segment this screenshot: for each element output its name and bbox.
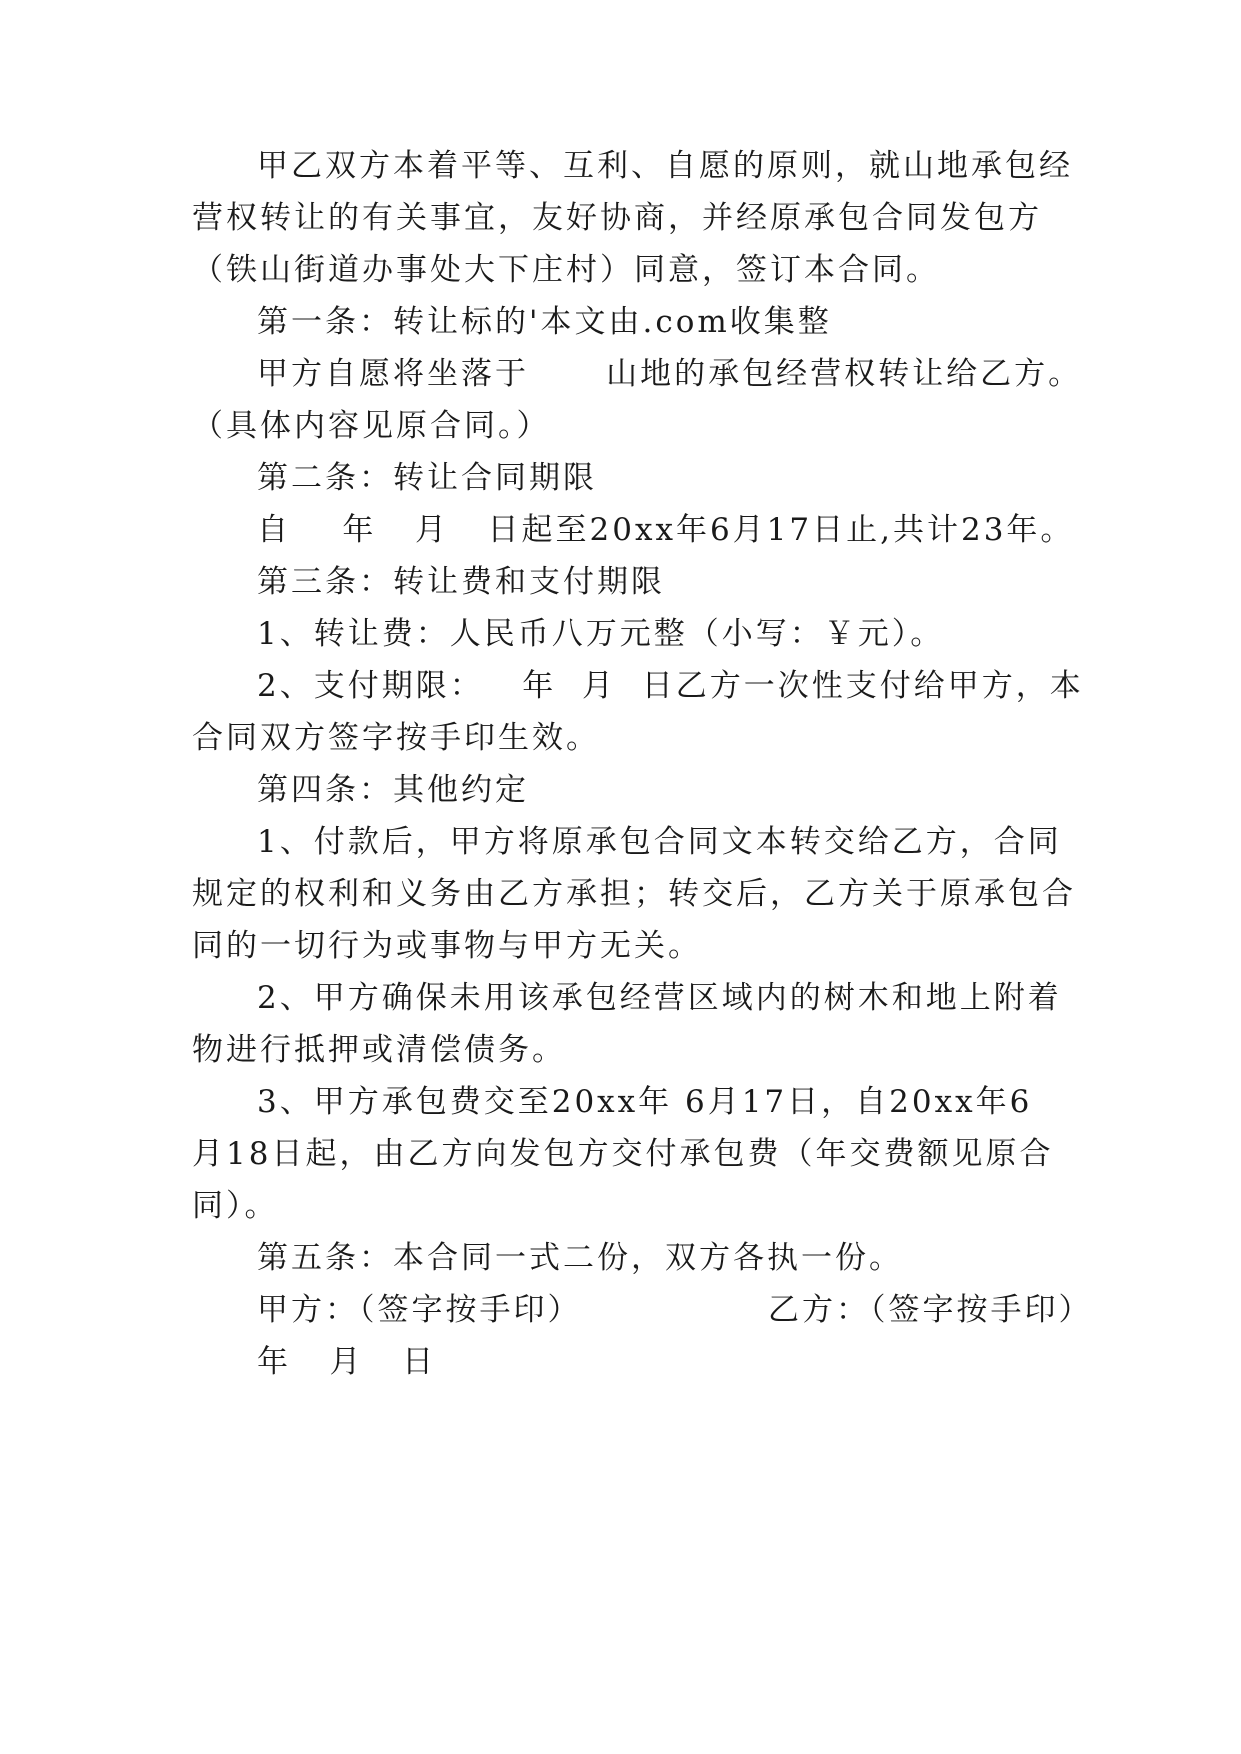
signature-party-b: 乙方：（签字按手印） — [768, 1292, 1093, 1328]
article1-body-line-2: （具体内容见原合同。） — [192, 408, 551, 444]
preamble-line-3: （铁山街道办事处大下庄村）同意，签订本合同。 — [192, 252, 940, 288]
article1-body-line-1: 甲方自愿将坐落于 山地的承包经营权转让给乙方。 — [257, 356, 1083, 392]
preamble-line-1: 甲乙双方本着平等、互利、自愿的原则，就山地承包经 — [257, 148, 1073, 184]
article4-title: 第四条：其他约定 — [257, 772, 529, 808]
signature-party-a: 甲方：（签字按手印） — [257, 1292, 582, 1328]
article4-item3-line-3: 同）。 — [192, 1188, 279, 1224]
article4-item1-line-3: 同的一切行为或事物与甲方无关。 — [192, 928, 702, 964]
article2-body: 自 年 月 日起至20xx年6月17日止,共计23年。 — [257, 512, 1075, 548]
article4-item2-line-2: 物进行抵押或清偿债务。 — [192, 1032, 566, 1068]
article4-item3-line-2: 月18日起，由乙方向发包方交付承包费（年交费额见原合 — [192, 1136, 1054, 1172]
article3-item2-line-2: 合同双方签字按手印生效。 — [192, 720, 600, 756]
article1-title: 第一条：转让标的'本文由.com收集整 — [257, 304, 832, 340]
article3-item2-line-1: 2、支付期限： 年 月 日乙方一次性支付给甲方，本 — [257, 668, 1084, 704]
signature-date: 年 月 日 — [257, 1344, 437, 1380]
article4-item3-line-1: 3、甲方承包费交至20xx年 6月17日，自20xx年6 — [257, 1084, 1033, 1120]
article4-item2-line-1: 2、甲方确保未用该承包经营区域内的树木和地上附着 — [257, 980, 1062, 1016]
article2-title: 第二条：转让合同期限 — [257, 460, 597, 496]
preamble-line-2: 营权转让的有关事宜，友好协商，并经原承包合同发包方 — [192, 200, 1042, 236]
article3-title: 第三条：转让费和支付期限 — [257, 564, 665, 600]
article4-item1-line-1: 1、付款后，甲方将原承包合同文本转交给乙方，合同 — [257, 824, 1062, 860]
article3-item1: 1、转让费：人民币八万元整（小写：￥元）。 — [257, 616, 945, 652]
article4-item1-line-2: 规定的权利和义务由乙方承担；转交后，乙方关于原承包合 — [192, 876, 1076, 912]
article5-title: 第五条：本合同一式二份，双方各执一份。 — [257, 1240, 903, 1276]
